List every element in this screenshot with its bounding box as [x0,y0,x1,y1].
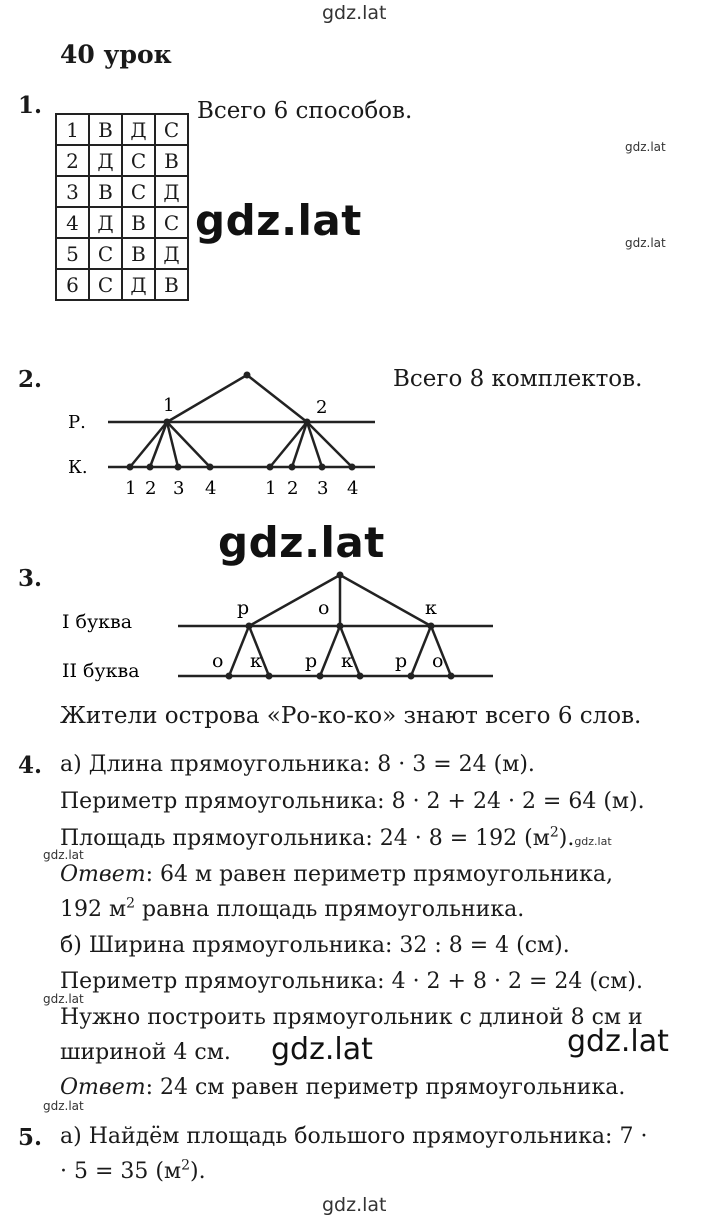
leaf-node [349,464,356,471]
table-cell: В [122,238,155,269]
watermark-small: gdz.lat [43,992,84,1006]
watermark-large: gdz.lat [218,518,385,567]
table-cell: Д [89,207,122,238]
table-row [56,145,188,176]
task-number: 4. [18,752,43,779]
leaf-label: к [250,650,262,672]
leaf-node [448,673,455,680]
task4-line: Периметр прямоугольника: 4 · 2 + 8 · 2 = 24 (см). [60,969,643,994]
table-cell: В [122,207,155,238]
table-cell: В [155,145,188,176]
leaf-label: 4 [205,478,217,499]
leaf-node [226,673,233,680]
row-label: К. [68,457,88,478]
leaf-label: 2 [287,478,299,499]
table-row [56,176,188,207]
leaf-node [289,464,296,471]
table-cell: Д [89,145,122,176]
table-row [56,114,188,145]
table-cell: 6 [56,269,89,300]
table-cell: 5 [56,238,89,269]
table-cell: С [155,114,188,145]
leaf-node [267,464,274,471]
table-cell: Д [155,176,188,207]
task4-line: Нужно построить прямоугольник с длиной 8 см и [60,1005,643,1030]
table-cell: С [122,176,155,207]
tree-edge [229,626,249,676]
leaf-node [408,673,415,680]
task4-line: шириной 4 см. [60,1040,231,1065]
task3-answer: Жители острова «Ро-ко-ко» знают всего 6 слов. [60,703,642,729]
leaf-label: р [395,650,408,672]
table-cell: Д [122,114,155,145]
tree-edge [150,422,167,467]
table-cell: 2 [56,145,89,176]
node-label: р [237,597,250,619]
sets-tree-diagram [60,365,390,505]
leaf-node [357,673,364,680]
table-cell: С [155,207,188,238]
watermark-top: gdz.lat [322,2,387,24]
table-cell: С [89,269,122,300]
tree-edge [270,422,307,467]
table-row [56,207,188,238]
table-cell: В [89,114,122,145]
node-label: о [318,597,330,619]
watermark-medium: gdz.lat [567,1024,669,1059]
leaf-label: 1 [265,478,277,499]
tree-edge [247,375,307,422]
leaf-node [317,673,324,680]
leaf-label: 1 [125,478,137,499]
task4-answer: Ответ: 24 см равен периметр прямоугольника. [60,1075,626,1100]
task4-line: а) Длина прямоугольника: 8 · 3 = 24 (м). [60,752,535,777]
task5-line: а) Найдём площадь большого прямоугольника: 7 · [60,1124,648,1149]
node-label: к [425,597,437,619]
leaf-node [175,464,182,471]
watermark-large: gdz.lat [195,196,362,245]
task-number: 1. [18,92,43,119]
tree-edge [167,375,247,422]
tree-edge [130,422,167,467]
task4-line: Периметр прямоугольника: 8 · 2 + 24 · 2 = 64 (м). [60,789,645,814]
leaf-label: о [432,650,444,672]
leaf-label: 3 [173,478,185,499]
table-row [56,269,188,300]
task5-line: · 5 = 35 $(м^2)$. [60,1157,206,1184]
watermark-medium: gdz.lat [271,1032,373,1067]
leaf-label: о [212,650,224,672]
words-tree-diagram [60,566,500,696]
table-row [56,238,188,269]
leaf-node [147,464,154,471]
leaf-node [319,464,326,471]
watermark-small: gdz.lat [43,848,84,862]
tree-edge [292,422,307,467]
task-number: 5. [18,1124,43,1151]
leaf-node [266,673,273,680]
combinations-table [55,113,189,301]
task-number: 3. [18,565,43,592]
table-cell: 4 [56,207,89,238]
watermark-inline: gdz.lat [574,835,612,848]
watermark-small: gdz.lat [625,140,666,154]
task-number: 2. [18,366,43,393]
table-cell: В [155,269,188,300]
table-cell: 3 [56,176,89,207]
watermark-bottom: gdz.lat [322,1194,387,1216]
leaf-label: р [305,650,318,672]
task4-line: б) Ширина прямоугольника: 32 : 8 = 4 (см). [60,933,570,958]
leaf-label: 2 [145,478,157,499]
table-cell: Д [155,238,188,269]
lesson-heading: 40 урок [60,40,172,69]
table-cell: С [89,238,122,269]
leaf-node [207,464,214,471]
row-label: Р. [68,412,86,433]
tree-edge [340,575,431,626]
leaf-node [127,464,134,471]
task4-answer: Ответ: 64 м равен периметр прямоугольника, [60,862,613,887]
root-node [244,372,251,379]
node-label: 2 [316,397,328,418]
tree-edge [320,626,340,676]
task4-line: Площадь прямоугольника: 24 · 8 = 192 $(м^2).gdz.lat$ [60,824,612,851]
row-label: II буква [62,660,140,682]
table-cell: Д [122,269,155,300]
task2-answer: Всего 8 комплектов. [393,366,643,392]
leaf-label: 4 [347,478,359,499]
leaf-label: 3 [317,478,329,499]
table-cell: С [122,145,155,176]
table-cell: В [89,176,122,207]
root-node [337,572,344,579]
watermark-small: gdz.lat [625,236,666,250]
tree-edge [411,626,431,676]
node-label: 1 [163,395,175,416]
row-label: I буква [62,611,133,633]
watermark-small: gdz.lat [43,1099,84,1113]
task1-answer: Всего 6 способов. [197,98,413,124]
leaf-label: к [341,650,353,672]
task4-answer: 192 $м^2$ равна площадь прямоугольника. [60,895,525,922]
table-cell: 1 [56,114,89,145]
